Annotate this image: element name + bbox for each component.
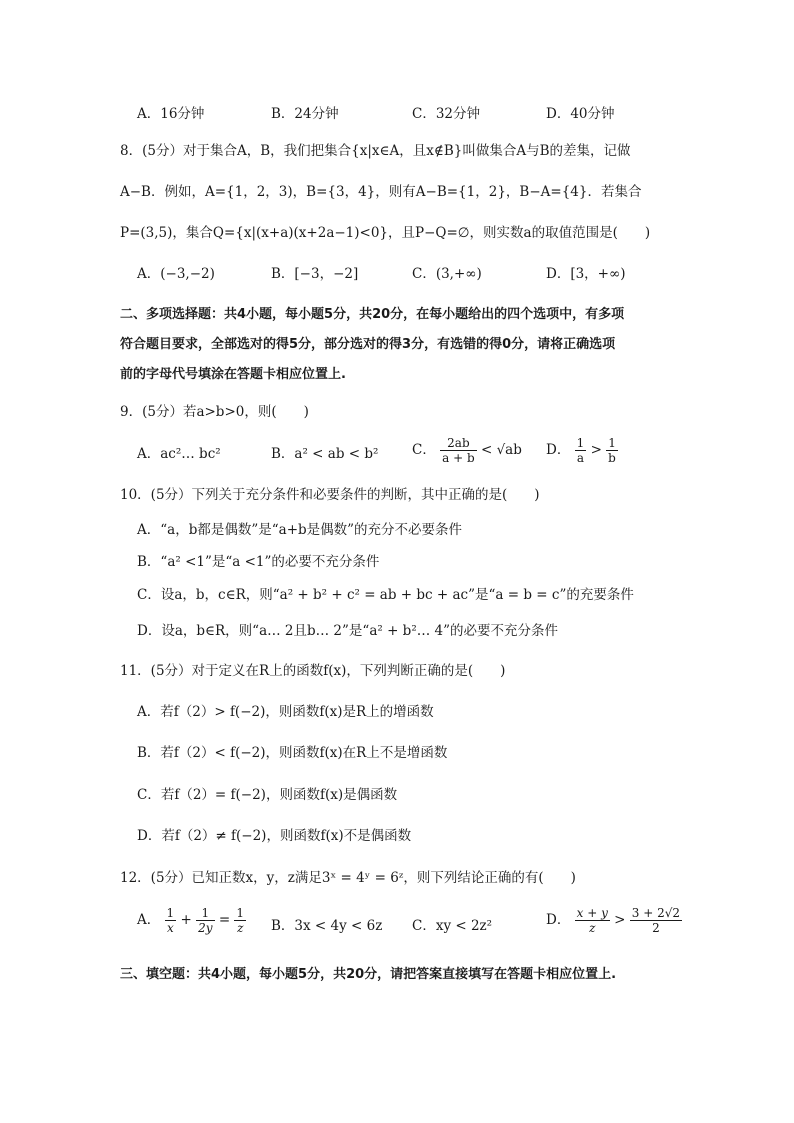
q9-option-d-label: D．: [546, 442, 571, 458]
q12-option-a-denominator-3: z: [237, 921, 244, 935]
q11-stem: 11．(5分）对于定义在R上的函数f(x)，下列判断正确的是( ): [120, 663, 506, 679]
q12-option-d-denominator-1: z: [589, 921, 596, 935]
q9-option-d-gt: >: [590, 442, 602, 458]
q7-option-c: C．32分钟: [412, 106, 481, 122]
q8-option-a: A．(−3,−2): [137, 266, 215, 282]
q10-option-b: B．“a² <1”是“a <1”的必要不充分条件: [137, 554, 380, 570]
section2-heading-line3: 前的字母代号填涂在答题卡相应位置上.: [120, 367, 346, 382]
q9-option-d-numerator-2: 1: [606, 436, 618, 451]
q9-option-c-denominator: a + b: [442, 451, 475, 465]
q8-stem-line2: A−B．例如，A={1，2，3)，B={3，4}，则有A−B={1，2}，B−A={4}．若集合: [120, 184, 642, 200]
q11-option-a: A．若f（2）> f(−2)，则函数f(x)是R上的增函数: [137, 704, 434, 720]
q12-option-a-label: A．: [137, 912, 161, 928]
q12-option-a-numerator-1: 1: [166, 906, 175, 920]
q9-option-a: A．ac²… bc²: [137, 446, 221, 462]
q11-option-d: D．若f（2）≠ f(−2)，则函数f(x)不是偶函数: [137, 828, 412, 844]
q9-option-c-fraction: [440, 436, 477, 465]
q11-option-b: B．若f（2）< f(−2)，则函数f(x)在R上不是增函数: [137, 745, 448, 761]
q9-option-c: [412, 436, 522, 465]
q12-option-a-numerator-3: 1: [236, 906, 245, 920]
section2-heading-line1: 二、多项选择题：共4小题，每小题5分，共20分，在每小题给出的四个选项中，有多项: [120, 307, 625, 322]
q8-option-b: B．[−3，−2]: [271, 266, 359, 282]
q12-option-d-numerator-1: x + y: [576, 906, 608, 920]
q9-option-d-fraction-1: [575, 436, 587, 465]
q12-option-d-label: D．: [546, 912, 571, 928]
q9-option-c-label: C．: [412, 442, 436, 458]
q9-option-c-numerator: 2ab: [440, 436, 477, 451]
q12-option-a-fraction-3: [234, 906, 246, 935]
q12-option-a-fraction-1: [165, 906, 177, 935]
q9-option-d: [546, 436, 618, 465]
q7-option-a: A．16分钟: [137, 106, 205, 122]
q12-option-a-denominator-2: 2y: [198, 921, 213, 935]
q8-option-d: D．[3，+∞): [546, 266, 626, 282]
q9-option-b: B．a² < ab < b²: [271, 446, 379, 462]
q12-option-d-gt: >: [614, 912, 626, 928]
q12-option-a-denominator-1: x: [166, 921, 174, 935]
q9-option-d-numerator-1: 1: [576, 436, 585, 450]
q12-stem: 12．(5分）已知正数x，y，z满足3ˣ = 4ʸ = 6ᶻ，则下列结论正确的有( ): [120, 870, 576, 886]
q12-option-a-plus: +: [180, 912, 192, 928]
q11-option-c: C．若f（2）= f(−2)，则函数f(x)是偶函数: [137, 787, 398, 803]
q12-option-a-equals: =: [218, 912, 231, 928]
q7-option-d: D．40分钟: [546, 106, 615, 122]
q12-option-a-numerator-2: 1: [196, 906, 214, 921]
section2-heading-line2: 符合题目要求，全部选对的得5分，部分选对的得3分，有选错的得0分，请将正确选项: [120, 337, 616, 352]
q12-option-d-numerator-2: 3 + 2√2: [631, 906, 680, 920]
q8-option-c: C．(3,+∞): [412, 266, 482, 282]
q12-option-c: C．xy < 2z²: [412, 918, 493, 934]
q10-stem: 10．(5分）下列关于充分条件和必要条件的判断，其中正确的是( ): [120, 487, 540, 503]
q10-option-a: A．“a，b都是偶数”是“a+b是偶数”的充分不必要条件: [137, 522, 463, 538]
q8-stem-line3: P=(3,5)，集合Q={x|(x+a)(x+2a−1)<0}，且P−Q=∅，则实数a的取值范围是( ): [120, 225, 651, 241]
q12-option-d-fraction-2: [630, 906, 682, 935]
q12-option-d-fraction-1: [575, 906, 610, 935]
q10-option-d: D．设a，b∈R，则“a… 2且b… 2”是“a² + b²… 4”的必要不充分条件: [137, 623, 559, 639]
section3-heading: 三、填空题：共4小题，每小题5分，共20分，请把答案直接填写在答题卡相应位置上.: [120, 967, 617, 982]
q9-option-d-denominator-2: b: [608, 451, 616, 465]
q12-option-a: [137, 906, 246, 935]
q12-option-d-denominator-2: 2: [652, 921, 660, 935]
q9-stem: 9．(5分）若a>b>0，则( ): [120, 404, 309, 420]
q8-stem-line1: 8．(5分）对于集合A，B，我们把集合{x|x∈A，且x∉B}叫做集合A与B的差集，记做: [120, 143, 631, 159]
q7-option-b: B．24分钟: [271, 106, 339, 122]
q12-option-d: [546, 906, 682, 935]
q10-option-c: C．设a，b，c∈R，则“a² + b² + c² = ab + bc + ac”是“a = b = c”的充要条件: [137, 587, 634, 603]
q12-option-a-fraction-2: [196, 906, 214, 935]
q9-option-d-fraction-2: [606, 436, 618, 465]
q9-option-c-rest: < √ab: [480, 442, 522, 458]
q12-option-b: B．3x < 4y < 6z: [271, 918, 383, 934]
q9-option-d-denominator-1: a: [576, 451, 585, 465]
